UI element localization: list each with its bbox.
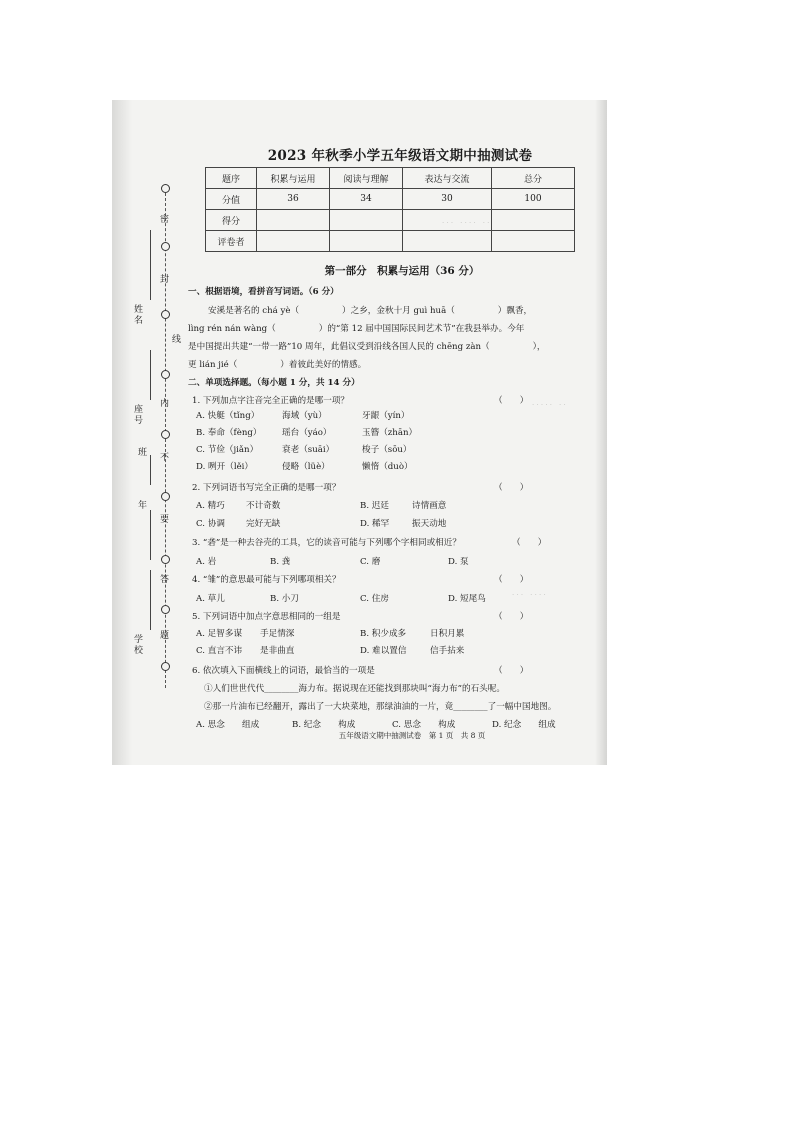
binding-hole [161, 555, 170, 564]
binding-char-feng: 封 [160, 275, 170, 285]
score-entry-cell[interactable] [492, 210, 575, 231]
name-label: 姓名 [134, 305, 144, 326]
table-row [206, 189, 575, 210]
table-cell: 评卷者 [206, 231, 257, 252]
q2-option-c[interactable]: C. 协调 [196, 519, 225, 529]
part-title: 第一部分 积累与运用（36 分） [324, 265, 480, 277]
binding-char-xian: 线 [172, 335, 182, 345]
section1-line: lìng rén nán wàng（ ）的“第 12 届中国国际民间艺术节”在我县举办。今年 [188, 324, 525, 334]
score-table [205, 167, 575, 252]
q1-option-d[interactable]: D. 咧开（lěi） [196, 462, 254, 472]
table-cell: 30 [403, 189, 492, 210]
grader-entry-cell[interactable] [330, 231, 403, 252]
table-header-cell: 表达与交流 [403, 168, 492, 189]
binding-hole [161, 310, 170, 319]
q1-option-c-word: 衰老（suāi） [282, 445, 335, 455]
q4-option-c[interactable]: C. 住房 [360, 594, 389, 604]
q1-option-d-word: 懒惰（duò） [362, 462, 413, 472]
score-entry-cell[interactable] [403, 210, 492, 231]
grade-label: 年 [138, 501, 148, 511]
grader-entry-cell[interactable] [257, 231, 330, 252]
section1-line: 安溪是著名的 chá yè（ ）之乡，金秋十月 guì huā（ ）飘香， [208, 306, 533, 316]
q1-option-a-word: 海域（yù） [282, 411, 327, 421]
q3-option-d[interactable]: D. 泵 [448, 557, 469, 567]
bleed-through-text: · · · · · · · [512, 591, 546, 599]
school-blank[interactable] [150, 570, 151, 630]
q4-answer-paren[interactable]: （ ） [494, 575, 529, 585]
table-header-cell: 阅读与理解 [330, 168, 403, 189]
q3-option-c[interactable]: C. 磨 [360, 557, 381, 567]
q6-option-b[interactable]: B. 纪念 构成 [292, 720, 356, 730]
table-header-cell: 积累与运用 [257, 168, 330, 189]
grader-entry-cell[interactable] [403, 231, 492, 252]
binding-char-yao: 要 [160, 515, 170, 525]
section2-heading: 二、单项选择题。（每小题 1 分，共 14 分） [188, 378, 360, 388]
binding-hole [161, 370, 170, 379]
q5-option-a-word: 手足情深 [260, 629, 295, 639]
q1-option-b[interactable]: B. 奉命（fèng） [196, 428, 262, 438]
q1-option-a[interactable]: A. 快艇（tǐng） [196, 411, 260, 421]
q5-option-b[interactable]: B. 积少成多 [360, 629, 407, 639]
binding-char-mi: 密 [160, 215, 170, 225]
q4-option-b[interactable]: B. 小刀 [270, 594, 299, 604]
score-table-header-row [206, 168, 575, 189]
seat-label: 座号 [134, 405, 144, 426]
q4-option-d[interactable]: D. 短尾鸟 [448, 594, 486, 604]
q2-option-d[interactable]: D. 稀罕 [360, 519, 390, 529]
q6-stem: 6. 依次填入下面横线上的词语，最恰当的一项是 [192, 666, 375, 676]
table-cell: 分值 [206, 189, 257, 210]
q2-option-b-word: 诗情画意 [412, 501, 447, 511]
grade-blank[interactable] [150, 510, 151, 560]
binding-hole [161, 662, 170, 671]
table-cell: 36 [257, 189, 330, 210]
class-blank[interactable] [150, 455, 151, 485]
q3-answer-paren[interactable]: （ ） [512, 538, 547, 548]
q1-option-b-word: 玉簪（zhān） [362, 428, 418, 438]
q6-option-d[interactable]: D. 纪念 组成 [492, 720, 556, 730]
score-entry-cell[interactable] [330, 210, 403, 231]
q2-option-c-word: 完好无缺 [246, 519, 281, 529]
binding-hole [161, 242, 170, 251]
section1-heading: 一、根据语境，看拼音写词语。（6 分） [188, 287, 339, 297]
q4-stem: 4. “雏”的意思最可能与下列哪项相关？ [192, 575, 341, 585]
binding-char-nei: 内 [160, 399, 170, 409]
binding-char-bu: 不 [160, 453, 170, 463]
q6-sentence-2: ②那一片油布已经翻开，露出了一大块菜地，那绿油油的一片，竟________了一幅中国地图。 [204, 702, 557, 712]
q3-option-b[interactable]: B. 龚 [270, 557, 291, 567]
school-label: 学校 [134, 635, 144, 656]
q2-option-a-word: 不计奇数 [246, 501, 281, 511]
q2-option-d-word: 振天动地 [412, 519, 447, 529]
seat-blank[interactable] [150, 350, 151, 400]
q1-answer-paren[interactable]: （ ） [494, 396, 529, 406]
page-footer: 五年级语文期中抽测试卷 第 1 页 共 8 页 [338, 731, 486, 740]
q5-answer-paren[interactable]: （ ） [494, 612, 529, 622]
table-header-cell: 总分 [492, 168, 575, 189]
q2-option-b[interactable]: B. 迟廷 [360, 501, 389, 511]
q5-option-d[interactable]: D. 难以置信 [360, 646, 407, 656]
table-row [206, 231, 575, 252]
q6-option-a[interactable]: A. 思念 组成 [196, 720, 260, 730]
q1-option-d-word: 侵略（lüè） [282, 462, 330, 472]
score-entry-cell[interactable] [257, 210, 330, 231]
table-row [206, 210, 575, 231]
q5-option-c[interactable]: C. 直言不讳 [196, 646, 243, 656]
q6-answer-paren[interactable]: （ ） [494, 666, 529, 676]
q1-option-a-word: 牙龈（yín） [362, 411, 410, 421]
table-header-cell: 题序 [206, 168, 257, 189]
exam-title: 2023 年秋季小学五年级语文期中抽测试卷 [267, 148, 533, 164]
binding-hole [161, 430, 170, 439]
q5-option-b-word: 日积月累 [430, 629, 465, 639]
q6-option-c[interactable]: C. 思念 构成 [392, 720, 456, 730]
binding-char-da: 答 [160, 575, 170, 585]
binding-hole [161, 184, 170, 193]
table-cell: 得分 [206, 210, 257, 231]
q5-option-d-word: 信手拈来 [430, 646, 465, 656]
q1-option-b-word: 瑶台（yáo） [282, 428, 332, 438]
q5-option-a[interactable]: A. 足智多谋 [196, 629, 243, 639]
q5-option-c-word: 是非曲直 [260, 646, 295, 656]
q6-sentence-1: ①人们世世代代________海力布。据说现在还能找到那块叫“海力布”的石头呢。 [204, 684, 505, 694]
binding-hole [161, 492, 170, 501]
q3-stem: 3. “砻”是一种去谷壳的工具，它的读音可能与下列哪个字相同或相近？ [192, 538, 461, 548]
q2-option-a[interactable]: A. 精巧 [196, 501, 225, 511]
section1-line: 是中国提出共建“一带一路”10 周年，此倡议受到沿线各国人民的 chēng zàn（ ）， [188, 342, 546, 352]
table-cell: 34 [330, 189, 403, 210]
q4-option-a[interactable]: A. 草儿 [196, 594, 225, 604]
grader-entry-cell[interactable] [492, 231, 575, 252]
bleed-through-text: · · · · · · · · · [442, 219, 490, 227]
binding-hole [161, 605, 170, 614]
class-label: 班 [138, 448, 148, 458]
bleed-through-text: · · · · · · · [532, 401, 566, 409]
binding-char-ti: 题 [160, 631, 170, 641]
q2-stem: 2. 下列词语书写完全正确的是哪一项？ [192, 483, 341, 493]
exam-page [112, 100, 607, 765]
q2-answer-paren[interactable]: （ ） [494, 483, 529, 493]
q1-stem: 1. 下列加点字注音完全正确的是哪一项？ [192, 396, 350, 406]
name-blank[interactable] [150, 230, 151, 300]
table-cell: 100 [492, 189, 575, 210]
q3-option-a[interactable]: A. 岩 [196, 557, 217, 567]
q1-option-c-word: 梭子（sōu） [362, 445, 412, 455]
q1-option-c[interactable]: C. 节俭（jiǎn） [196, 445, 259, 455]
section1-line: 更 lián jié（ ）着彼此美好的情感。 [188, 360, 367, 370]
q5-stem: 5. 下列词语中加点字意思相同的一组是 [192, 612, 341, 622]
